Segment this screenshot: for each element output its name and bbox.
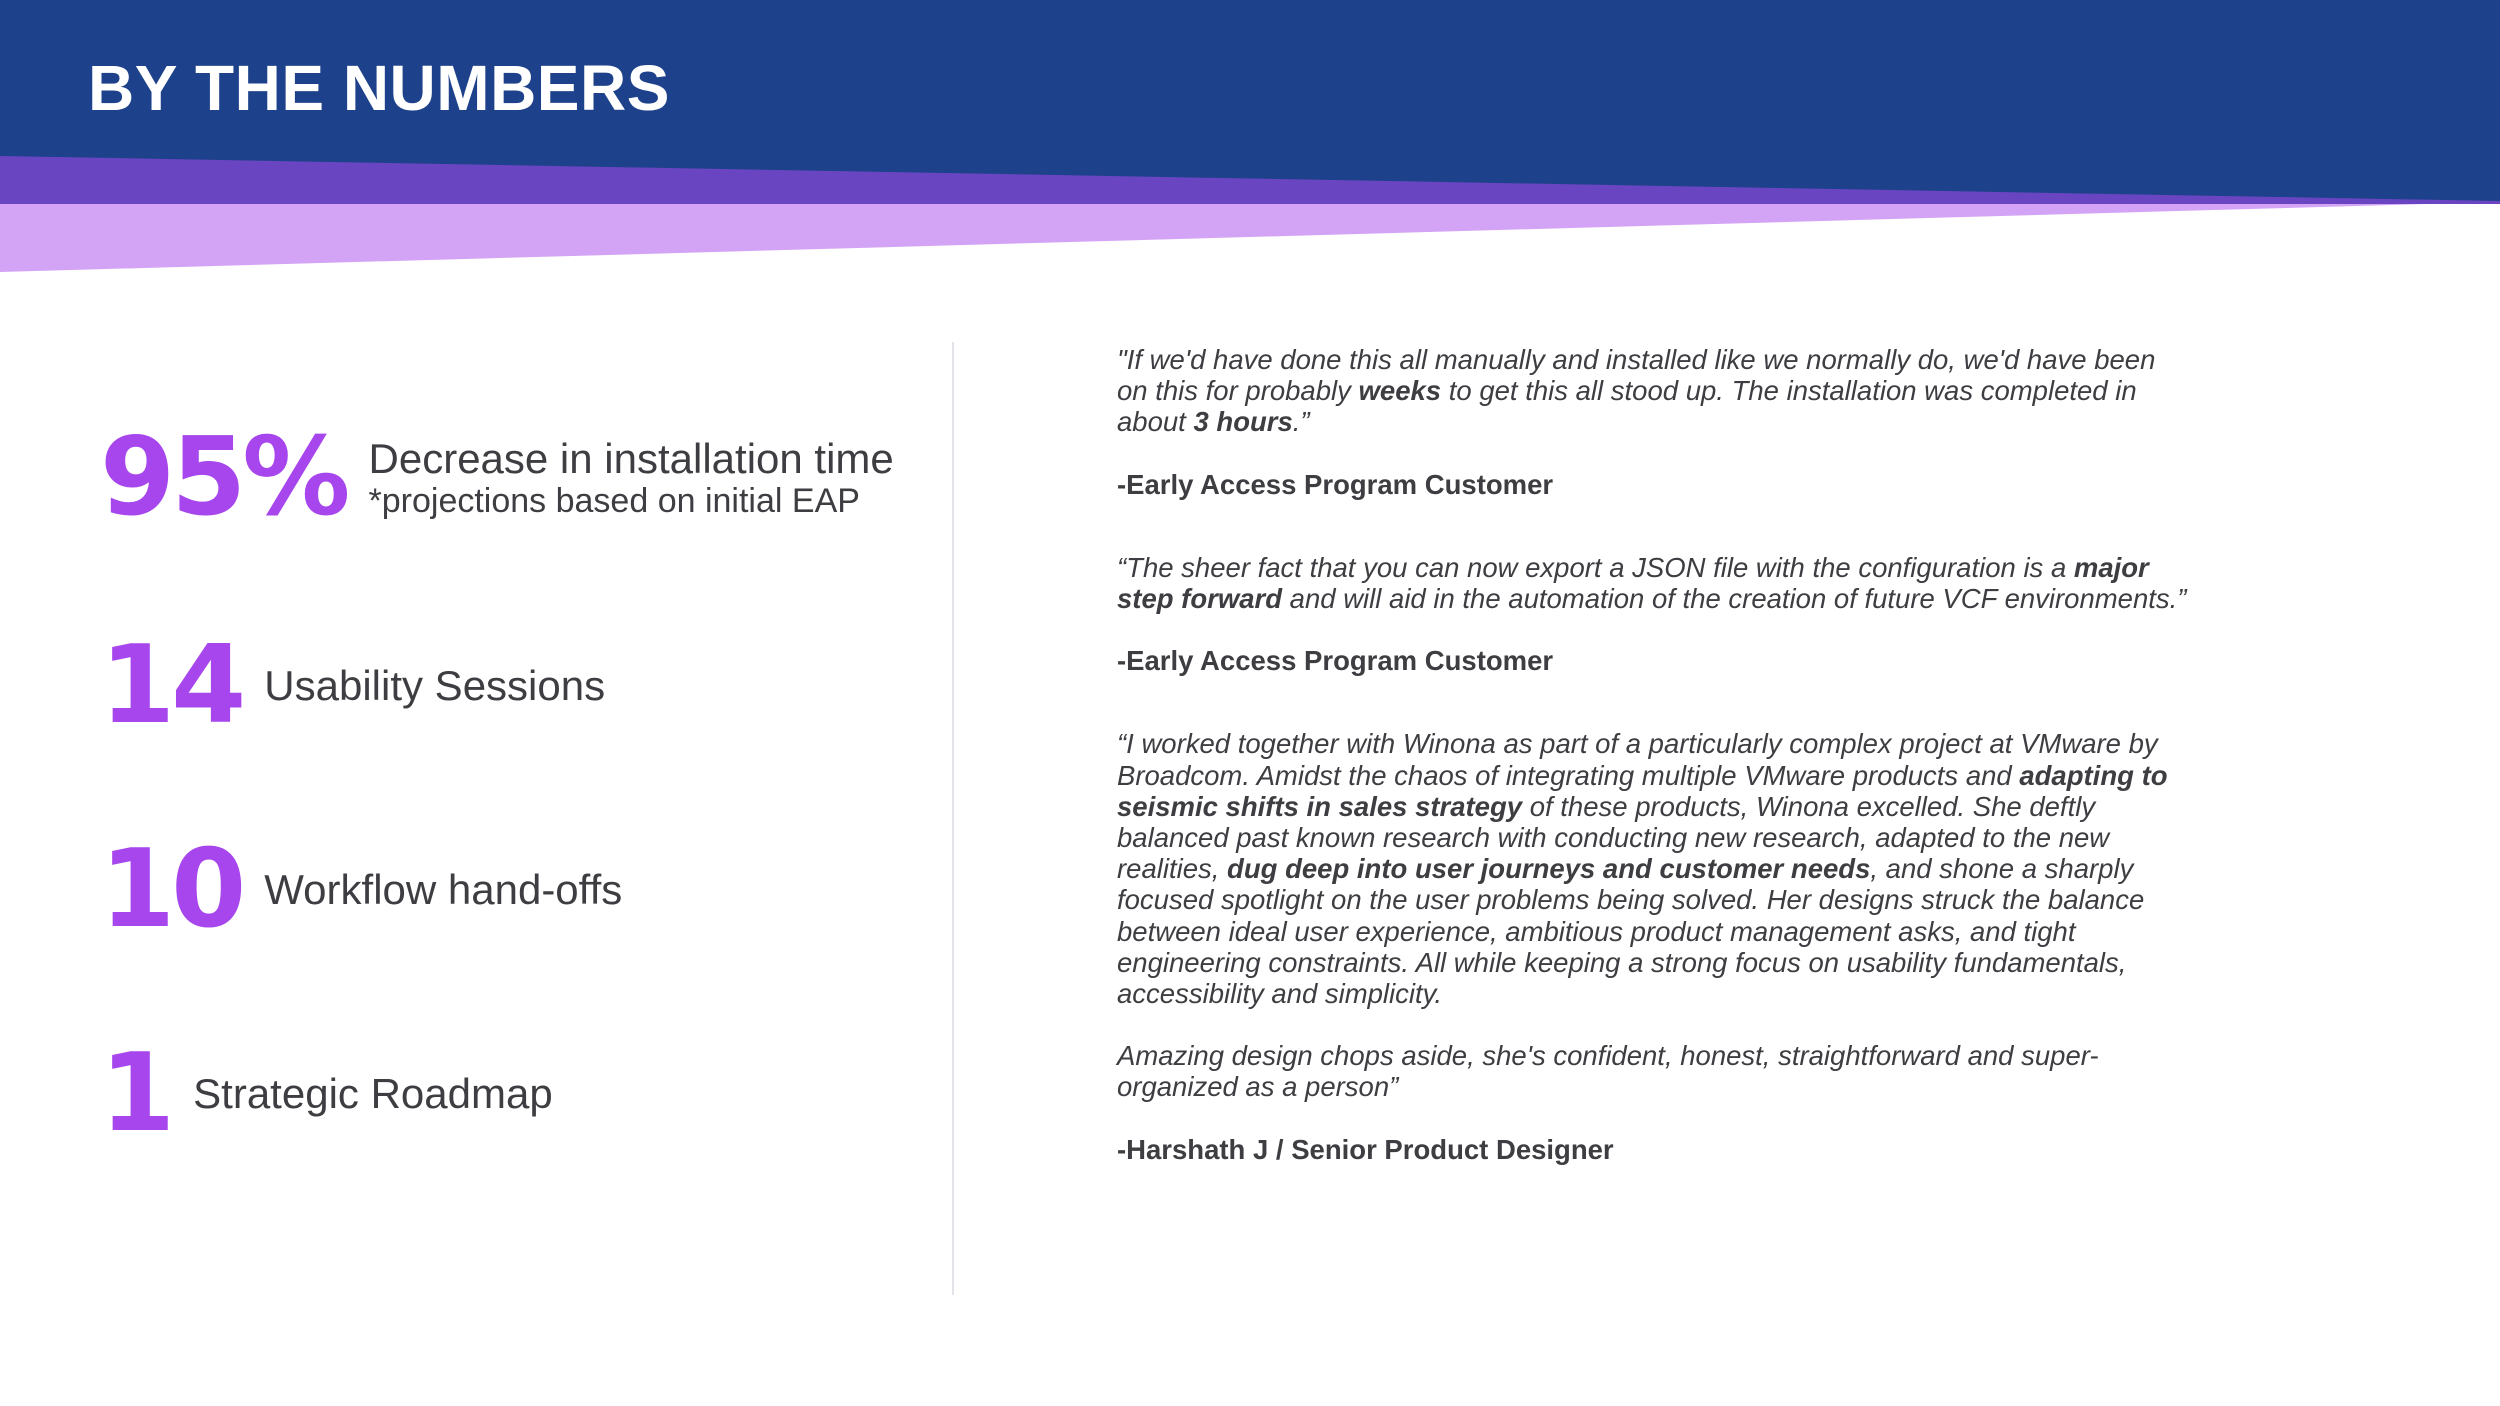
stat-number: 1: [100, 1031, 172, 1156]
quote-text: "If we'd have done this all manually and installed like we normally do, we'd have been on this for probably: [1117, 344, 2156, 407]
stat-installation-time: [100, 415, 894, 540]
stat-text: [264, 663, 605, 709]
quote-emphasis: dug deep into user journeys and customer needs: [1227, 853, 1871, 885]
quote-text: .”: [1292, 406, 1310, 438]
testimonial-attribution: -Harshath J / Senior Product Designer: [1117, 1133, 1614, 1165]
quote-text: “The sheer fact that you can now export a JSON file with the configuration is a: [1117, 551, 2074, 583]
testimonial-attribution: -Early Access Program Customer: [1117, 645, 1554, 677]
testimonials: [1117, 344, 2192, 1165]
testimonial-quote: [1117, 728, 2192, 1009]
stat-label: Strategic Roadmap: [193, 1070, 553, 1117]
stat-usability-sessions: [100, 623, 606, 748]
header-banner: [0, 0, 2500, 280]
testimonial: [1117, 728, 2192, 1164]
quote-emphasis: weeks: [1358, 375, 1442, 407]
stat-text: [369, 436, 894, 520]
stat-strategic-roadmap: [100, 1031, 553, 1156]
stat-number: 10: [100, 827, 243, 952]
quote-text: and will aid in the automation of the creation of future VCF environments.”: [1282, 583, 2187, 615]
stat-label: Decrease in installation time: [368, 435, 894, 482]
quote-text: “I worked together with Winona as part of a particularly complex project at VMware by Broadcom. Amidst the chaos of integrating multiple VMware products and: [1117, 728, 2158, 791]
stat-text: [264, 867, 622, 913]
quote-emphasis: major step forward: [1117, 551, 2149, 615]
stat-workflow-handoffs: [100, 827, 623, 952]
quote-text: of these products, Winona excelled. She deftly balanced past known research with conducting new research, adapted to the new realities,: [1117, 790, 2110, 885]
stat-label: Workflow hand-offs: [264, 866, 623, 913]
stat-number: 14: [100, 623, 243, 748]
banner-lavender-stripe: [0, 200, 2500, 272]
testimonial: [1117, 344, 2192, 500]
testimonial-attribution: -Early Access Program Customer: [1117, 468, 1554, 500]
page-title: BY THE NUMBERS: [88, 52, 670, 124]
stat-text: [193, 1071, 553, 1117]
stat-number: 95%: [100, 415, 347, 540]
stat-label: Usability Sessions: [264, 662, 606, 709]
stat-note: *projections based on initial EAP: [368, 482, 860, 520]
testimonial-quote-continued: Amazing design chops aside, she's confident, honest, straightforward and super-organized as a person”: [1117, 1040, 2099, 1103]
quote-text: , and shone a sharply focused spotlight on the user problems being solved. Her designs struck the balance between ideal user experience, ambitious product management asks, and tight engineering constraints. All while keeping a strong focus on usability fundamentals, accessibility and simplicity.: [1117, 853, 2145, 1010]
column-divider: [952, 342, 954, 1295]
quote-text: to get this all stood up. The installation was completed in about: [1117, 375, 2137, 438]
testimonial-quote: [1117, 344, 2192, 438]
testimonial: [1117, 552, 2192, 677]
quote-emphasis: 3 hours: [1193, 406, 1293, 438]
testimonial-quote: [1117, 552, 2192, 614]
quote-emphasis: adapting to seismic shifts in sales strategy: [1117, 759, 2168, 822]
